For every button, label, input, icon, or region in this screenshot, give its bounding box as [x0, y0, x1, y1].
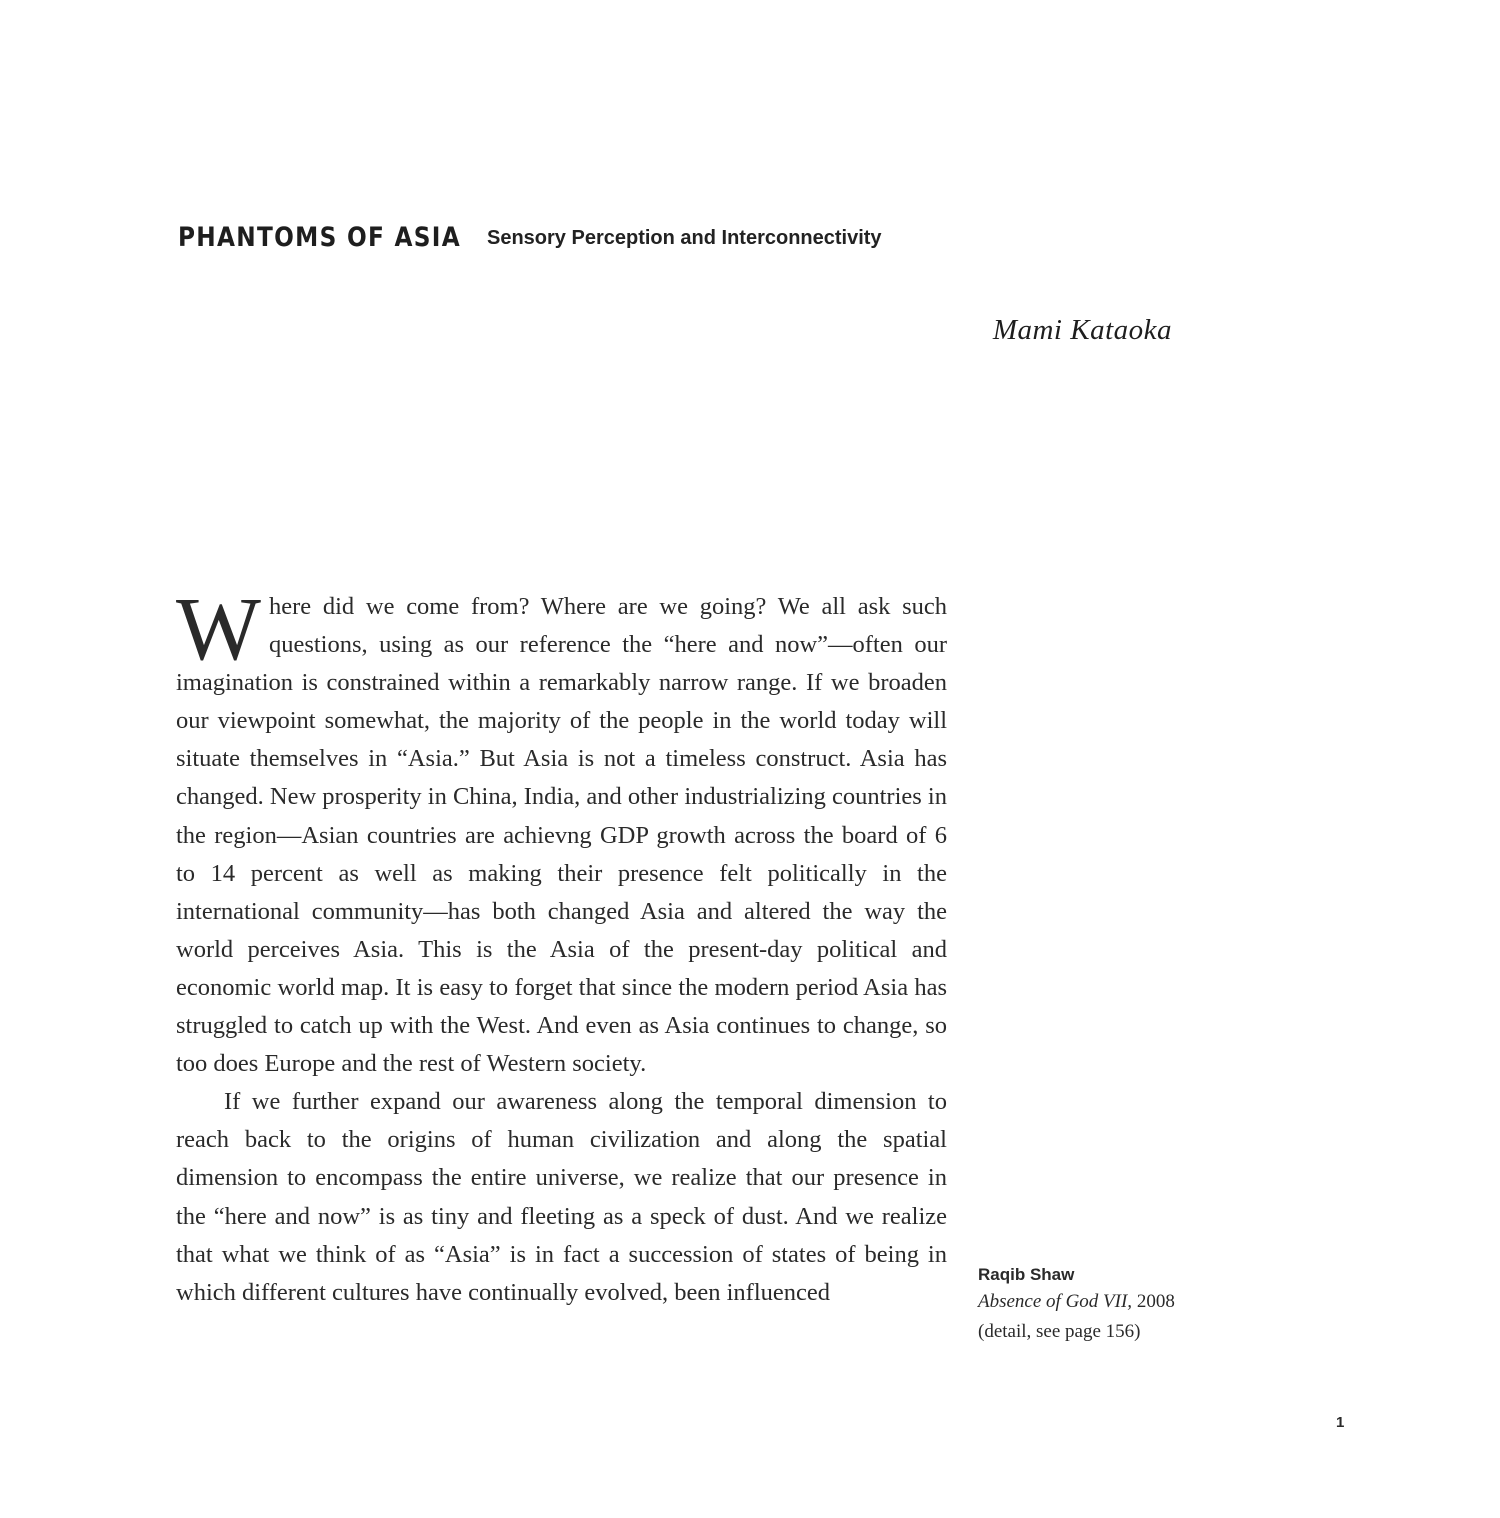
- chapter-title: PHANTOMS OF ASIA: [178, 222, 461, 253]
- caption-work: [978, 1287, 1218, 1317]
- caption-detail: (detail, see page 156): [978, 1321, 1141, 1342]
- image-caption: [978, 1263, 1218, 1347]
- paragraph-1-text: here did we come from? Where are we going? We all ask such questions, using as our reference the “here and now”—often our imagination is constrained within a remarkably narrow range. If we broaden our viewpoint somewhat, the majority of the people in the world today will situate themselves in “Asia.” But Asia is not a timeless construct. Asia has changed. New prosperity in China, India, and other industrializing countries in the region—Asian countries are achievng GDP growth across the board of 6 to 14 percent as well as making their presence felt politically in the international community—has both changed Asia and altered the way the world perceives Asia. This is the Asia of the present-day political and economic world map. It is easy to forget that since the modern period Asia has struggled to catch up with the West. And even as Asia continues to change, so too does Europe and the rest of Western society.: [176, 593, 947, 1078]
- paragraph-2: If we further expand our awareness along the temporal dimension to reach back to the origins of human civilization and along the spatial dimension to encompass the entire universe, we realize that our presence in the “here and now” is as tiny and fleeting as a speck of dust. And we realize that what we think of as “Asia” is in fact a succession of states of being in which different cultures have continually evolved, been influenced: [176, 1088, 947, 1306]
- caption-artist: Raqib Shaw: [978, 1265, 1075, 1284]
- caption-work-title: Absence of God VII,: [978, 1291, 1133, 1312]
- author-name: Mami Kataoka: [992, 314, 1172, 346]
- drop-cap: W: [176, 580, 261, 679]
- paragraph-1: [176, 580, 947, 1083]
- caption-work-year: 2008: [1136, 1291, 1175, 1312]
- page-number: 1: [1336, 1414, 1345, 1431]
- chapter-subtitle: Sensory Perception and Interconnectivity: [487, 227, 882, 249]
- body-text: [176, 580, 947, 1312]
- chapter-header: [178, 222, 882, 253]
